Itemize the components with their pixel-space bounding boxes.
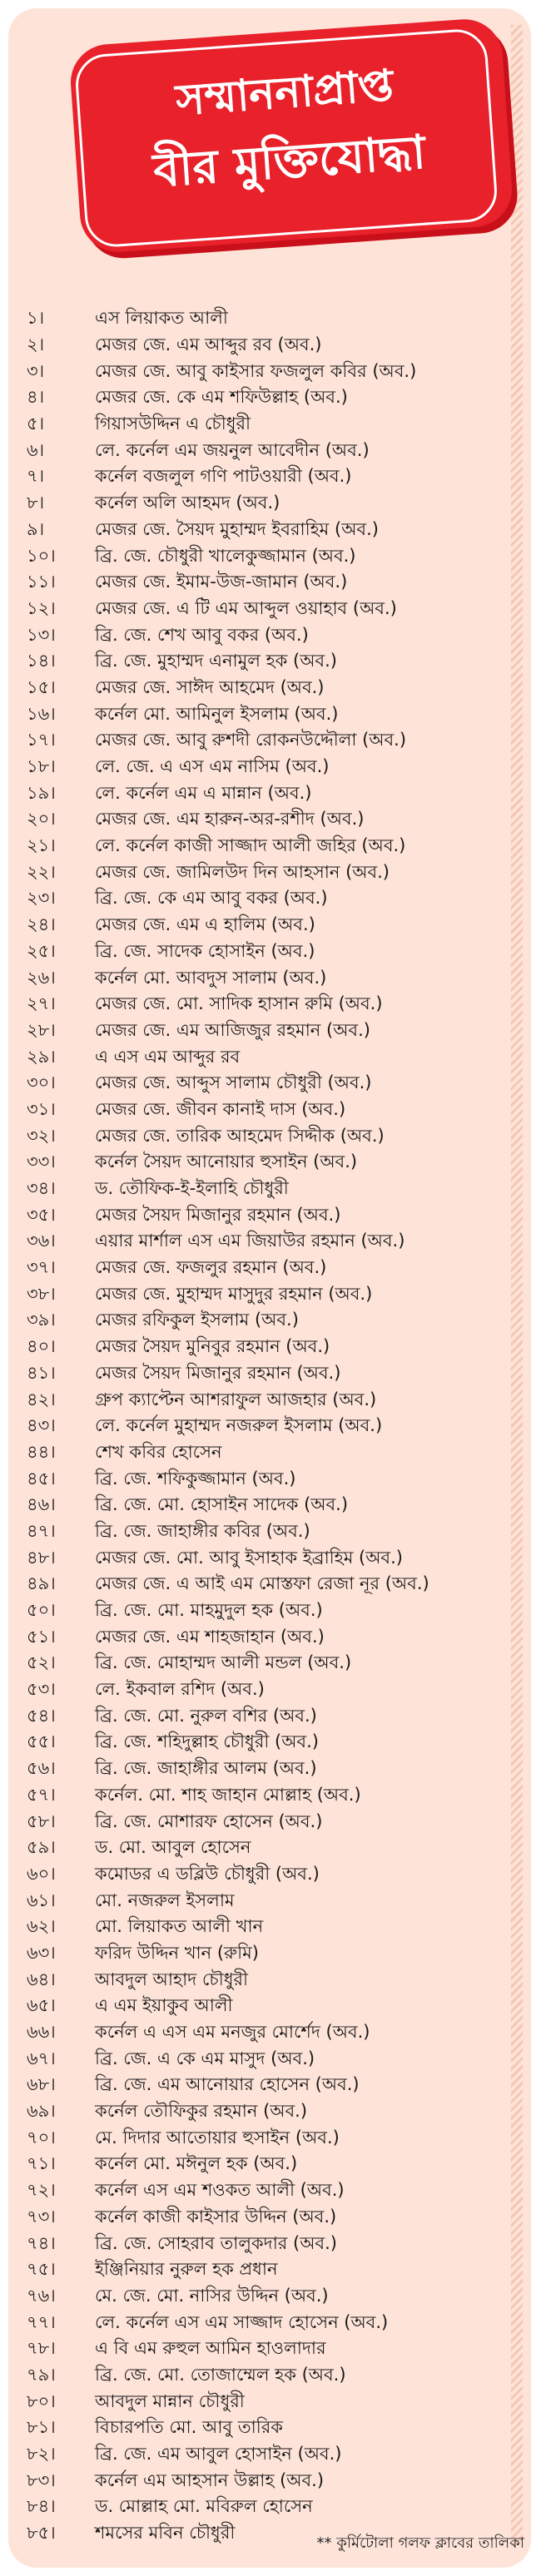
list-item-number: ৬৮।	[27, 2074, 56, 2095]
list-item-number: ৩৪।	[27, 1178, 56, 1199]
list-item-number: ৩০।	[27, 1073, 56, 1093]
list-item-number: ১৭।	[27, 730, 56, 751]
list-item-name: আবদুল আহাদ চৌধুরী	[95, 1969, 249, 1989]
list-item-name: গিয়াসউদ্দিন এ চৌধুরী	[95, 414, 251, 434]
list-item-number: ৭৯।	[27, 2364, 56, 2385]
list-item-name: ইঞ্জিনিয়ার নুরুল হক প্রধান	[95, 2259, 278, 2280]
list-item-number: ২১।	[27, 835, 56, 856]
list-item-number: ১৫।	[27, 676, 56, 697]
list-item-number: ৬৩।	[27, 1942, 56, 1963]
list-item-number: ৪২।	[27, 1389, 56, 1409]
list-item	[27, 1361, 518, 1388]
list-item	[27, 2178, 518, 2205]
list-item	[27, 2046, 518, 2073]
list-item-number: ৪৮।	[27, 1547, 56, 1568]
list-item-number: ৩।	[27, 360, 45, 381]
list-item-name: লে. কর্নেল এম জয়নুল আবেদীন (অব.)	[95, 439, 370, 460]
list-item-number: ৪৬।	[27, 1494, 56, 1515]
list-item-name: কর্নেল কাজী কাইসার উদ্দিন (অব.)	[95, 2206, 337, 2227]
list-item	[27, 1335, 518, 1361]
list-item-name: কর্নেল তৌফিকুর রহমান (অব.)	[95, 2101, 308, 2122]
list-item	[27, 1809, 518, 1835]
list-item-name: মেজর সৈয়দ মুনিবুর রহমান (অব.)	[95, 1336, 330, 1357]
list-item	[27, 780, 518, 807]
list-item-name: ব্রি. জে. চৌধুরী খালেকুজ্জামান (অব.)	[95, 545, 356, 566]
list-item-name: কর্নেল মো. মঈনুল হক (অব.)	[95, 2153, 298, 2174]
list-item-name: ব্রি. জে. এম আবুল হোসাইন (অব.)	[95, 2444, 342, 2465]
list-item	[27, 622, 518, 649]
list-item-name: শেখ কবির হোসেন	[95, 1441, 222, 1462]
list-item	[27, 306, 518, 333]
list-item	[27, 1387, 518, 1414]
list-item-number: ৭২।	[27, 2180, 56, 2201]
list-item-name: কর্নেল এম আহসান উল্লাহ (অব.)	[95, 2469, 325, 2490]
list-item-name: ব্রি. জে. এ কে এম মাসুদ (অব.)	[95, 2048, 315, 2068]
list-item-number: ২৫।	[27, 940, 56, 961]
list-item-number: ৬৫।	[27, 1995, 56, 2016]
list-item-number: ৬০।	[27, 1863, 56, 1884]
list-item-name: মেজর জে. এম শাহজাহান (অব.)	[95, 1626, 325, 1647]
list-item	[27, 1202, 518, 1229]
list-item-name: লে. কর্নেল এম এ মান্নান (অব.)	[95, 782, 312, 803]
list-item-number: ৪।	[27, 387, 45, 408]
list-item-number: ৭৫।	[27, 2259, 56, 2280]
list-item-number: ৩৩।	[27, 1152, 56, 1172]
list-item	[27, 1783, 518, 1810]
list-item	[27, 1835, 518, 1862]
list-item	[27, 2205, 518, 2232]
list-item-name: ব্রি. জে. কে এম আবু বকর (অব.)	[95, 888, 328, 909]
list-item-name: ড. তৌফিক-ই-ইলাহি চৌধুরী	[95, 1178, 289, 1199]
list-item-name: মেজর জে. এ আই এম মোস্তফা রেজা নূর (অব.)	[95, 1573, 429, 1594]
list-item-name: মেজর জে. এম আজিজুর রহমান (অব.)	[95, 1019, 370, 1040]
list-item-name: মেজর সৈয়দ মিজানুর রহমান (অব.)	[95, 1204, 341, 1225]
list-item	[27, 1598, 518, 1625]
list-item-number: ১।	[27, 308, 45, 329]
list-item	[27, 1677, 518, 1704]
list-item	[27, 491, 518, 518]
list-item	[27, 1150, 518, 1177]
list-item	[27, 2284, 518, 2311]
list-item-name: কমোডর এ ডব্লিউ চৌধুরী (অব.)	[95, 1863, 320, 1884]
list-item-name: মেজর জে. আবু কাইসার ফজলুল কবির (অব.)	[95, 360, 417, 381]
list-item-number: ৬২।	[27, 1916, 56, 1937]
list-item-name: ব্রি. জে. মো. হোসাইন সাদেক (অব.)	[95, 1494, 349, 1515]
list-item	[27, 1703, 518, 1730]
list-item-name: মেজর জে. জামিলউদ দিন আহসান (অব.)	[95, 861, 390, 882]
list-item-number: ৫৬।	[27, 1758, 56, 1779]
list-item-name: ব্রি. জে. মো. তোজাম্মেল হক (অব.)	[95, 2364, 346, 2385]
list-item-number: ৩৬।	[27, 1231, 56, 1251]
list-item-number: ৮।	[27, 493, 45, 513]
list-item-number: ৪০।	[27, 1336, 56, 1357]
list-item-number: ৬৭।	[27, 2048, 56, 2068]
list-item-number: ৩১।	[27, 1098, 56, 1119]
list-item-name: মেজর জে. মুহাম্মদ মাসুদুর রহমান (অব.)	[95, 1283, 373, 1304]
list-item-name: এ বি এম রুহুল আমিন হাওলাদার	[95, 2338, 326, 2359]
list-item-name: ব্রি. জে. মো. নুরুল বশির (অব.)	[95, 1705, 317, 1726]
list-item	[27, 886, 518, 913]
list-item-name: মো. নজরুল ইসলাম	[95, 1890, 235, 1910]
list-item	[27, 2125, 518, 2152]
list-item-number: ৩৮।	[27, 1283, 56, 1304]
list-item-name: এস লিয়াকত আলী	[95, 308, 228, 329]
list-item-number: ৭৬।	[27, 2285, 56, 2306]
list-item	[27, 2336, 518, 2363]
list-item-number: ১৬।	[27, 703, 56, 724]
list-item-number: ৪৫।	[27, 1468, 56, 1489]
honoree-list	[27, 306, 518, 2547]
list-item	[27, 913, 518, 939]
list-item-name: ব্রি. জে. মো. মাহমুদুল হক (অব.)	[95, 1600, 323, 1621]
list-item-number: ৭০।	[27, 2127, 56, 2147]
list-item-number: ৪১।	[27, 1362, 56, 1383]
list-item-name: মেজর জে. সৈয়দ মুহাম্মদ ইবরাহিম (অব.)	[95, 518, 379, 539]
list-item	[27, 939, 518, 966]
list-item-number: ২।	[27, 334, 45, 355]
list-item-name: কর্নেল. মো. শাহ জাহান মোল্লাহ (অব.)	[95, 1784, 361, 1805]
list-item-name: মে. জে. মো. নাসির উদ্দিন (অব.)	[95, 2285, 329, 2306]
list-item-number: ২৮।	[27, 1019, 56, 1040]
list-item-name: কর্নেল মো. আবদুস সালাম (অব.)	[95, 967, 327, 988]
list-item-name: কর্নেল সৈয়দ আনোয়ার হুসাইন (অব.)	[95, 1152, 358, 1172]
list-item-number: ৮৫।	[27, 2523, 56, 2544]
list-item-name: ফরিদ উদ্দিন খান (রুমি)	[95, 1942, 259, 1963]
list-item-number: ৯।	[27, 518, 45, 539]
list-item	[27, 1281, 518, 1308]
list-item	[27, 1545, 518, 1572]
list-item-name: মেজর জে. এম আব্দুর রব (অব.)	[95, 334, 322, 355]
list-item-name: মো. লিয়াকত আলী খান	[95, 1916, 264, 1937]
list-item-name: মেজর জে. ইমাম-উজ-জামান (অব.)	[95, 572, 348, 592]
list-item-name: মেজর জে. সাঈদ আহমেদ (অব.)	[95, 676, 325, 697]
list-item-name: লে. কর্নেল এস এম সাজ্জাদ হোসেন (অব.)	[95, 2311, 389, 2332]
list-item	[27, 464, 518, 491]
list-item	[27, 2099, 518, 2126]
header-title-line2: বীর মুক্তিযোদ্ধা	[151, 125, 428, 199]
list-item	[27, 2020, 518, 2047]
list-item-number: ৮০।	[27, 2390, 56, 2411]
list-item	[27, 2257, 518, 2284]
list-item	[27, 755, 518, 781]
list-item	[27, 2231, 518, 2257]
list-item	[27, 1994, 518, 2020]
list-item-name: ড. মোল্লাহ মো. মবিরুল হোসেন	[95, 2496, 313, 2517]
list-item-number: ৫১।	[27, 1626, 56, 1647]
list-item-number: ৫৯।	[27, 1837, 56, 1858]
list-item	[27, 1414, 518, 1440]
list-item-number: ২৬।	[27, 967, 56, 988]
list-item-number: ১০।	[27, 545, 56, 566]
list-item	[27, 385, 518, 412]
list-item	[27, 2442, 518, 2469]
list-item	[27, 1071, 518, 1097]
list-item	[27, 1651, 518, 1677]
list-item	[27, 2363, 518, 2390]
list-item-name: মেজর সৈয়দ মিজানুর রহমান (অব.)	[95, 1362, 341, 1383]
list-item-number: ২৩।	[27, 888, 56, 909]
list-item-name: কর্নেল এ এস এম মনজুর মোর্শেদ (অব.)	[95, 2022, 370, 2043]
list-item-number: ৭।	[27, 466, 45, 487]
list-item	[27, 1308, 518, 1335]
list-item-name: মে. দিদার আতোয়ার হুসাইন (অব.)	[95, 2127, 340, 2147]
list-item	[27, 965, 518, 992]
list-item	[27, 333, 518, 359]
list-item	[27, 359, 518, 385]
list-item-name: ব্রি. জে. সোহরাব তালুকদার (অব.)	[95, 2232, 337, 2253]
list-item-number: ২২।	[27, 861, 56, 882]
list-item-number: ৬১।	[27, 1890, 56, 1910]
list-item-number: ৬৬।	[27, 2022, 56, 2043]
list-item	[27, 1177, 518, 1203]
list-item	[27, 1123, 518, 1150]
list-item-name: মেজর জে. আব্দুস সালাম চৌধুরী (অব.)	[95, 1073, 372, 1093]
list-item	[27, 543, 518, 570]
header-title	[87, 47, 487, 211]
list-item	[27, 2389, 518, 2415]
list-item-number: ১৩।	[27, 624, 56, 645]
list-item	[27, 1440, 518, 1467]
list-item-number: ৩৭।	[27, 1257, 56, 1278]
list-item-name: মেজর জে. মো. সাদিক হাসান রুমি (অব.)	[95, 993, 383, 1014]
list-item-name: লে. কর্নেল কাজী সাজ্জাদ আলী জহির (অব.)	[95, 835, 406, 856]
list-item-name: আবদুল মান্নান চৌধুরী	[95, 2390, 245, 2411]
list-item-name: মেজর জে. এ টি এম আব্দুল ওয়াহাব (অব.)	[95, 597, 397, 618]
list-item	[27, 1519, 518, 1546]
list-item	[27, 1493, 518, 1519]
list-item	[27, 2310, 518, 2336]
list-item-number: ৪৯।	[27, 1573, 56, 1594]
list-item-number: ১৪।	[27, 651, 56, 671]
list-item-number: ৮৪।	[27, 2496, 56, 2517]
list-item	[27, 2152, 518, 2178]
list-item-name: ব্রি. জে. সাদেক হোসাইন (অব.)	[95, 940, 315, 961]
list-item-number: ৩২।	[27, 1125, 56, 1146]
list-item-name: লে. ইকবাল রশিদ (অব.)	[95, 1679, 265, 1700]
list-item-name: ব্রি. জে. জাহাঙ্গীর আলম (অব.)	[95, 1758, 317, 1779]
list-item	[27, 1044, 518, 1071]
list-item-name: লে. জে. এ এস এম নাসিম (অব.)	[95, 756, 330, 777]
list-item-number: ৮৩।	[27, 2469, 56, 2490]
list-item	[27, 676, 518, 702]
list-item	[27, 412, 518, 438]
list-item	[27, 1941, 518, 1968]
list-item	[27, 438, 518, 464]
list-item-number: ১৮।	[27, 756, 56, 777]
list-item-number: ৫২।	[27, 1652, 56, 1673]
list-item	[27, 1862, 518, 1889]
list-item-number: ২৭।	[27, 993, 56, 1014]
list-item-name: ব্রি. জে. শহিদুল্লাহ চৌধুরী (অব.)	[95, 1731, 319, 1752]
list-item-number: ৮১।	[27, 2417, 56, 2438]
list-item-number: ৫৫।	[27, 1731, 56, 1752]
list-item	[27, 859, 518, 886]
list-item-name: এয়ার মার্শাল এস এম জিয়াউর রহমান (অব.)	[95, 1231, 405, 1251]
list-item-name: ব্রি. জে. জাহাঙ্গীর কবির (অব.)	[95, 1520, 310, 1541]
list-item	[27, 1466, 518, 1493]
list-item-number: ৫৩।	[27, 1679, 56, 1700]
list-item	[27, 2468, 518, 2494]
list-item-name: ব্রি. জে. এম আনোয়ার হোসেন (অব.)	[95, 2074, 360, 2095]
list-item	[27, 1018, 518, 1045]
list-item	[27, 701, 518, 728]
list-item-name: ব্রি. জে. মোশারফ হোসেন (অব.)	[95, 1811, 323, 1831]
list-item-name: মেজর জে. তারিক আহমেদ সিদ্দীক (অব.)	[95, 1125, 385, 1146]
list-item	[27, 1229, 518, 1256]
list-item	[27, 1967, 518, 1994]
list-item-number: ৭৩।	[27, 2206, 56, 2227]
list-item-name: মেজর জে. আবু রুশদী রোকনউদ্দৌলা (অব.)	[95, 730, 407, 751]
list-item-name: মেজর জে. মো. আবু ইসাহাক ইব্রাহিম (অব.)	[95, 1547, 403, 1568]
list-item	[27, 1756, 518, 1783]
list-item-number: ৮২।	[27, 2444, 56, 2465]
header-title-line1: সম্মাননাপ্রাপ্ত	[174, 61, 395, 126]
list-item	[27, 834, 518, 860]
list-item-number: ৩৯।	[27, 1310, 56, 1330]
list-item-number: ৩৫।	[27, 1204, 56, 1225]
list-item-number: ৪৪।	[27, 1441, 56, 1462]
list-item-name: মেজর রফিকুল ইসলাম (অব.)	[95, 1310, 299, 1330]
list-item-name: ব্রি. জে. মুহাম্মদ এনামুল হক (অব.)	[95, 651, 337, 671]
list-item-number: ১৯।	[27, 782, 56, 803]
list-item	[27, 2494, 518, 2521]
list-item-name: মেজর জে. এম এ হালিম (অব.)	[95, 914, 315, 935]
list-item-name: কর্নেল এস এম শওকত আলী (অব.)	[95, 2180, 345, 2201]
list-item-name: মেজর জে. ফজলুর রহমান (অব.)	[95, 1257, 327, 1278]
list-item-number: ৬।	[27, 439, 45, 460]
list-item	[27, 992, 518, 1018]
list-item-name: কর্নেল মো. আমিনুল ইসলাম (অব.)	[95, 703, 339, 724]
list-item-name: মেজর জে. কে এম শফিউল্লাহ (অব.)	[95, 387, 348, 408]
list-item	[27, 1888, 518, 1915]
list-item-name: মেজর জে. জীবন কানাই দাস (অব.)	[95, 1098, 346, 1119]
list-item	[27, 807, 518, 834]
list-item-number: ৪৩।	[27, 1415, 56, 1436]
list-item-name: এ এম ইয়াকুব আলী	[95, 1995, 233, 2016]
list-item-number: ১১।	[27, 572, 56, 592]
list-item	[27, 1572, 518, 1598]
list-item	[27, 1097, 518, 1124]
list-item-name: মেজর জে. এম হারুন-অর-রশীদ (অব.)	[95, 809, 365, 830]
list-item-name: কর্নেল বজলুল গণি পাটওয়ারী (অব.)	[95, 466, 352, 487]
list-item-number: ৭১।	[27, 2153, 56, 2174]
list-item-name: ব্রি. জে. শফিকুজ্জামান (অব.)	[95, 1468, 296, 1489]
list-item	[27, 2073, 518, 2099]
list-item-number: ৫০।	[27, 1600, 56, 1621]
list-item-number: ৭৭।	[27, 2311, 56, 2332]
list-item	[27, 2415, 518, 2442]
list-item-number: ৬৯।	[27, 2101, 56, 2122]
list-item-name: ব্রি. জে. মোহাম্মদ আলী মন্ডল (অব.)	[95, 1652, 352, 1673]
list-item	[27, 570, 518, 597]
list-item-name: বিচারপতি মো. আবু তারিক	[95, 2417, 283, 2438]
list-item	[27, 518, 518, 544]
list-item-number: ২০।	[27, 809, 56, 830]
list-item	[27, 728, 518, 755]
list-item	[27, 1256, 518, 1282]
list-item-name: গ্রুপ ক্যাপ্টেন আশরাফুল আজহার (অব.)	[95, 1389, 377, 1409]
source-footnote: ** কুর্মিটোলা গলফ ক্লাবের তালিকা	[316, 2534, 524, 2552]
list-item	[27, 1915, 518, 1941]
list-item-name: ড. মো. আবুল হোসেন	[95, 1837, 251, 1858]
list-item	[27, 1624, 518, 1651]
list-item-number: ৫৮।	[27, 1811, 56, 1831]
list-item-number: ৭৮।	[27, 2338, 56, 2359]
list-item-name: লে. কর্নেল মুহাম্মদ নজরুল ইসলাম (অব.)	[95, 1415, 383, 1436]
list-item	[27, 649, 518, 676]
list-item-number: ৫৪।	[27, 1705, 56, 1726]
list-item-number: ৫।	[27, 414, 45, 434]
list-item-number: ২৪।	[27, 914, 56, 935]
list-item-number: ৫৭।	[27, 1784, 56, 1805]
list-item	[27, 1730, 518, 1756]
list-item-name: কর্নেল অলি আহমদ (অব.)	[95, 493, 280, 513]
list-item-number: ৭৪।	[27, 2232, 56, 2253]
list-item-number: ১২।	[27, 597, 56, 618]
list-item-number: ৬৪।	[27, 1969, 56, 1989]
list-item	[27, 597, 518, 623]
list-item-number: ২৯।	[27, 1046, 56, 1067]
list-item-name: এ এস এম আব্দুর রব	[95, 1046, 241, 1067]
list-item-name: শমসের মবিন চৌধুরী	[95, 2523, 236, 2544]
list-item-number: ৪৭।	[27, 1520, 56, 1541]
list-item-name: ব্রি. জে. শেখ আবু বকর (অব.)	[95, 624, 309, 645]
